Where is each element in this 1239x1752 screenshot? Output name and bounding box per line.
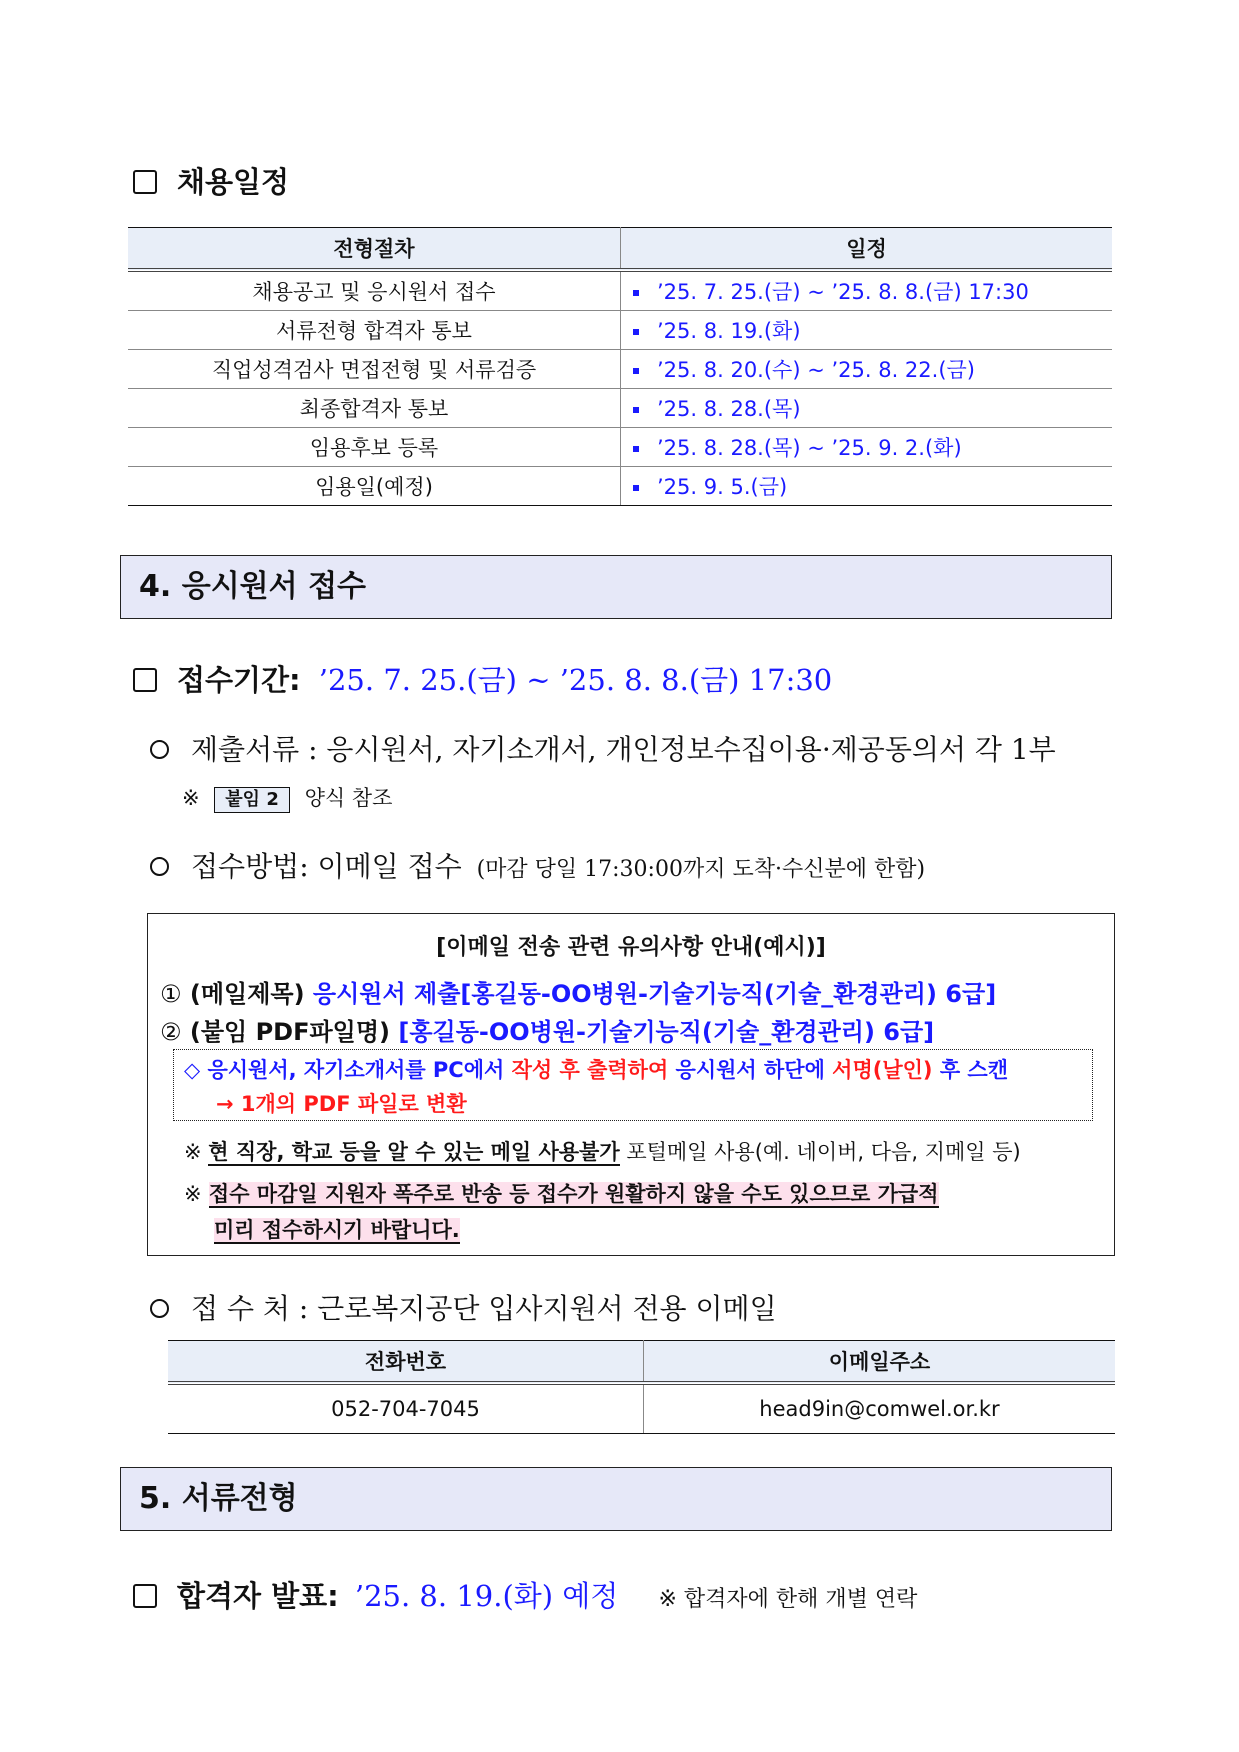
- schedule-table: [128, 227, 1112, 506]
- warning-1: [184, 1136, 1021, 1166]
- col-step-header: 전형절차: [128, 228, 621, 271]
- bullet-icon: [633, 290, 639, 296]
- method-note: (마감 당일 17:30:00까지 도착·수신분에 한함): [476, 857, 926, 882]
- warning-mark: ※: [184, 1182, 202, 1206]
- col-email-header: 이메일주소: [644, 1341, 1116, 1384]
- date-text: ’25. 7. 25.(금) ~ ’25. 8. 8.(금) 17:30: [657, 280, 1029, 304]
- instruction-part: 서명(날인): [832, 1058, 933, 1082]
- attachment-tag: 붙임 2: [214, 787, 290, 813]
- period-label: 접수기간:: [177, 663, 301, 697]
- mail-subject-label: (메일제목): [189, 980, 305, 1008]
- instruction-part: 후 스캔: [939, 1058, 1008, 1082]
- num-1: ①: [160, 980, 182, 1008]
- schedule-heading: [133, 160, 289, 201]
- docs-note: [182, 782, 392, 813]
- contact-table: [168, 1340, 1115, 1434]
- email-notice-box: [147, 913, 1115, 1256]
- table-row: [128, 350, 1112, 389]
- num-2: ②: [160, 1018, 182, 1046]
- date-cell: [621, 389, 1113, 428]
- step-cell: 채용공고 및 응시원서 접수: [128, 270, 621, 311]
- bullet-icon: [633, 407, 639, 413]
- section-4-header: 4. 응시원서 접수: [120, 555, 1112, 619]
- method-text: 접수방법: 이메일 접수: [191, 850, 462, 883]
- section-5-header: 5. 서류전형: [120, 1467, 1112, 1531]
- warning-2: [184, 1178, 939, 1244]
- bullet-icon: [633, 329, 639, 335]
- step-cell: 직업성격검사 면접전형 및 서류검증: [128, 350, 621, 389]
- instruction-line-2: → 1개의 PDF 파일로 변환: [216, 1092, 467, 1116]
- announce-value: ’25. 8. 19.(화) 예정: [354, 1579, 619, 1613]
- bullet-icon: [633, 368, 639, 374]
- bullet-icon: [633, 485, 639, 491]
- table-row: [128, 389, 1112, 428]
- place-line: [150, 1287, 777, 1327]
- announce-line: [133, 1574, 917, 1615]
- bullet-icon: [633, 446, 639, 452]
- table-row: [128, 311, 1112, 350]
- table-row: [128, 270, 1112, 311]
- step-cell: 임용일(예정): [128, 467, 621, 506]
- place-text: 접 수 처 : 근로복지공단 입사지원서 전용 이메일: [191, 1292, 777, 1325]
- date-text: ’25. 8. 19.(화): [657, 319, 801, 343]
- note-text: 양식 참조: [304, 786, 393, 810]
- email-cell: head9in@comwel.or.kr: [644, 1383, 1116, 1434]
- date-cell: [621, 350, 1113, 389]
- docs-text: 제출서류 : 응시원서, 자기소개서, 개인정보수집이용·제공동의서 각 1부: [191, 733, 1056, 766]
- pdf-name-value: [홍길동-OO병원-기술기능직(기술_환경관리) 6급]: [398, 1018, 935, 1046]
- date-text: ’25. 8. 28.(목) ~ ’25. 9. 2.(화): [657, 436, 962, 460]
- instruction-box: [173, 1049, 1093, 1121]
- step-cell: 임용후보 등록: [128, 428, 621, 467]
- table-row: [168, 1383, 1115, 1434]
- period-line: [133, 658, 832, 699]
- date-text: ’25. 8. 20.(수) ~ ’25. 8. 22.(금): [657, 358, 976, 382]
- pdf-name-line: [160, 1012, 934, 1047]
- square-bullet-icon: [133, 668, 157, 692]
- notice-title: [이메일 전송 관련 유의사항 안내(예시)]: [436, 935, 826, 960]
- phone-cell: 052-704-7045: [168, 1383, 644, 1434]
- warning-mark: ※: [184, 1140, 202, 1164]
- announce-label: 합격자 발표:: [177, 1579, 339, 1613]
- col-phone-header: 전화번호: [168, 1341, 644, 1384]
- instruction-part: ◇ 응시원서, 자기소개서를 PC에서: [184, 1058, 505, 1082]
- circle-bullet-icon: [150, 740, 169, 759]
- warning-line-1: 접수 마감일 지원자 폭주로 반송 등 접수가 원활하지 않을 수도 있으므로 가급적: [208, 1182, 939, 1206]
- square-bullet-icon: [133, 170, 157, 194]
- instruction-part: 작성 후 출력하여: [511, 1058, 669, 1082]
- warning-line-2: 미리 접수하시기 바랍니다.: [214, 1218, 460, 1242]
- date-text: ’25. 9. 5.(금): [657, 475, 788, 499]
- square-bullet-icon: [133, 1584, 157, 1608]
- instruction-part: 응시원서 하단에: [675, 1058, 825, 1082]
- step-cell: 최종합격자 통보: [128, 389, 621, 428]
- method-line: [150, 845, 925, 885]
- date-cell: [621, 311, 1113, 350]
- period-value: ’25. 7. 25.(금) ~ ’25. 8. 8.(금) 17:30: [318, 663, 833, 697]
- warning-strong: 현 직장, 학교 등을 알 수 있는 메일 사용불가: [208, 1140, 620, 1164]
- table-row: [128, 467, 1112, 506]
- circle-bullet-icon: [150, 857, 169, 876]
- pdf-name-label: (붙임 PDF파일명): [189, 1018, 390, 1046]
- mail-subject-line: [160, 974, 996, 1009]
- date-cell: [621, 428, 1113, 467]
- date-text: ’25. 8. 28.(목): [657, 397, 801, 421]
- step-cell: 서류전형 합격자 통보: [128, 311, 621, 350]
- warning-rest: 포털메일 사용(예. 네이버, 다음, 지메일 등): [626, 1140, 1021, 1164]
- col-date-header: 일정: [621, 228, 1113, 271]
- announce-note: ※ 합격자에 한해 개별 연락: [658, 1587, 918, 1612]
- note-mark: ※: [182, 786, 200, 810]
- instruction-line-1: [184, 1054, 1008, 1084]
- mail-subject-value: 응시원서 제출[홍길동-OO병원-기술기능직(기술_환경관리) 6급]: [312, 980, 997, 1008]
- schedule-heading-text: 채용일정: [177, 165, 290, 199]
- table-row: [128, 428, 1112, 467]
- circle-bullet-icon: [150, 1299, 169, 1318]
- docs-line: [150, 728, 1056, 768]
- date-cell: [621, 467, 1113, 506]
- date-cell: [621, 270, 1113, 311]
